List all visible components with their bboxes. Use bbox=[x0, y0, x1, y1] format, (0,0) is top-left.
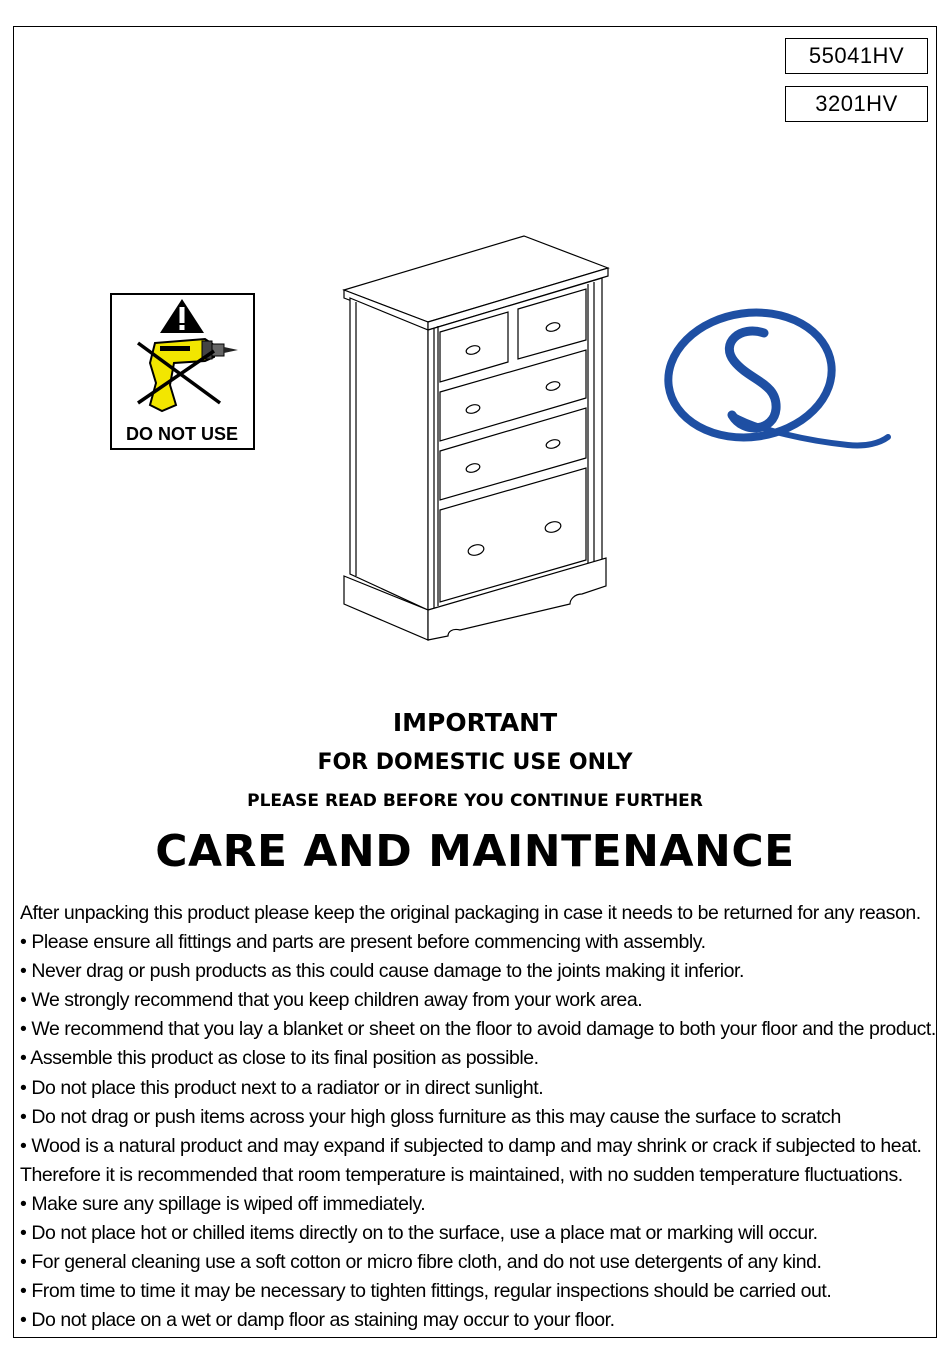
list-item: • Never drag or push products as this could cause damage to the joints making it inferior. bbox=[20, 960, 744, 983]
list-item: • Please ensure all fittings and parts are present before commencing with assembly. bbox=[20, 931, 706, 954]
important-heading: IMPORTANT bbox=[392, 708, 558, 737]
list-item: After unpacking this product please keep the original packaging in case it needs to be returned for any reason. bbox=[20, 902, 921, 924]
product-code-primary: 55041HV bbox=[785, 38, 928, 74]
warning-label: DO NOT USE bbox=[125, 424, 239, 444]
care-maintenance-title: CARE AND MAINTENANCE bbox=[155, 826, 795, 877]
list-item: Therefore it is recommended that room temperature is maintained, with no sudden temperature fluctuations. bbox=[20, 1163, 903, 1186]
product-code-secondary: 3201HV bbox=[785, 86, 928, 122]
list-item: • Wood is a natural product and may expand if subjected to damp and may shrink or crack if subjected to heat. bbox=[20, 1134, 922, 1157]
no-power-drill-icon bbox=[110, 293, 255, 450]
list-item: • Do not drag or push items across your high gloss furniture as this may cause the surface to scratch bbox=[20, 1105, 841, 1128]
list-item: • Assemble this product as close to its final position as possible. bbox=[20, 1047, 539, 1070]
chest-of-drawers-illustration bbox=[340, 232, 612, 642]
list-item: • Do not place this product next to a radiator or in direct sunlight. bbox=[20, 1076, 544, 1099]
list-item: • Do not place on a wet or damp floor as staining may occur to your floor. bbox=[20, 1309, 615, 1332]
list-item: • For general cleaning use a soft cotton or micro fibre cloth, and do not use detergents of any kind. bbox=[20, 1251, 822, 1274]
list-item: • From time to time it may be necessary to tighten fittings, regular inspections should be carried out. bbox=[20, 1280, 832, 1303]
domestic-use-heading: FOR DOMESTIC USE ONLY bbox=[317, 750, 633, 775]
list-item: • Make sure any spillage is wiped off immediately. bbox=[20, 1192, 426, 1215]
list-item: • We strongly recommend that you keep children away from your work area. bbox=[20, 989, 643, 1012]
list-item: • Do not place hot or chilled items directly on to the surface, use a place mat or marking will occur. bbox=[20, 1222, 818, 1245]
sq-monogram-logo bbox=[660, 303, 892, 455]
please-read-heading: PLEASE READ BEFORE YOU CONTINUE FURTHER bbox=[247, 791, 703, 811]
list-item: • We recommend that you lay a blanket or sheet on the floor to avoid damage to both your floor and the product. bbox=[20, 1018, 936, 1041]
care-instructions-list bbox=[20, 899, 940, 1335]
